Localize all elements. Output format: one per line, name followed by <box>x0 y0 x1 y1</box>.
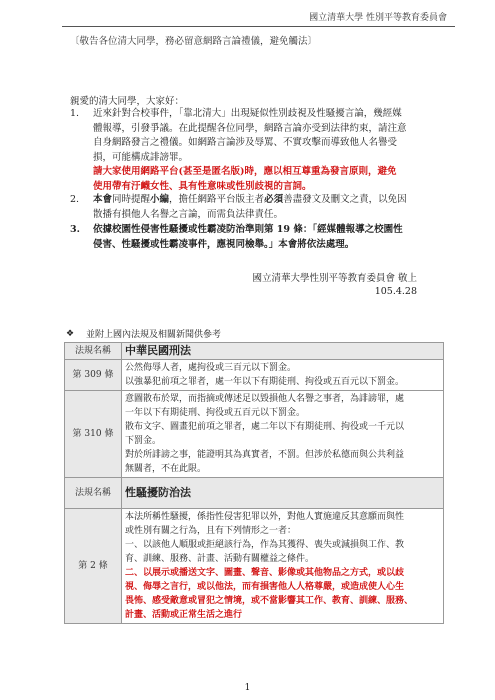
article-line: 下罰金。 <box>125 436 162 446</box>
item-2-emphasis: 小編 <box>150 194 170 205</box>
item-number: 3. <box>70 224 80 235</box>
page-number: 1 <box>244 683 251 693</box>
reference-note <box>66 327 221 340</box>
item-1-line: 體報導，引發爭議。在此提醒各位同學，網路言論亦受到法律約束，請注意 <box>93 122 407 134</box>
article-text <box>122 391 444 478</box>
page-header: 國立清華大學 性別平等教育委員會 <box>309 13 447 23</box>
reference-note-text: 並附上國內法規及相關新聞供參考 <box>86 330 222 340</box>
article-line: 本法所稱性騷擾，係指性侵害犯罪以外，對他人實施違反其意願而與性 <box>125 512 405 522</box>
signature-date: 105.4.28 <box>374 286 417 297</box>
article-line: 無關者，不在此限。 <box>125 464 207 474</box>
article-line: 公然侮辱人者，處拘役或三百元以下罰金。 <box>125 363 297 373</box>
table-row <box>65 343 444 360</box>
law-title: 中華民國刑法 <box>122 343 444 360</box>
item-2-emphasis: 必須 <box>264 194 284 205</box>
notice-item-1 <box>70 107 450 194</box>
item-2-text: 善盡發文及刪文之責，以免因 <box>283 194 407 205</box>
subject-line: 〔敬告各位清大同學，務必留意網路言論禮儀，避免觸法〕 <box>70 36 318 47</box>
signature-org: 國立清華大學性別平等教育委員會 敬上 <box>252 273 417 284</box>
article-line: 一、以該他人順服或拒絕該行為，作為其獲得、喪失或減損與工作、教 <box>125 540 405 550</box>
table-row <box>65 391 444 478</box>
diamond-bullet-icon: ❖ <box>66 328 75 339</box>
salutation: 親愛的清大同學，大家好： <box>70 96 185 107</box>
item-1-warning-line: 請大家使用網路平台(甚至是匿名版)時，應以相互尊重為發言原則，避免 <box>93 166 397 177</box>
item-2-line: 散播有損他人名譽之言論，而需負法律責任。 <box>93 208 284 220</box>
item-3-line: 依據校園性侵害性騷擾或性霸凌防治準則第 19 條：「經媒體報導之校園性 <box>93 224 403 235</box>
article-warning-line: 視、侮辱之言行，或以他法，而有損害他人人格尊嚴，或造成使人心生 <box>125 582 405 592</box>
article-label: 第 309 條 <box>65 360 122 391</box>
item-2-subject: 本會 <box>93 194 113 205</box>
article-label: 第 310 條 <box>65 391 122 478</box>
notice-item-2 <box>70 193 450 222</box>
item-3-line: 侵害、性騷擾或性霸凌事件，應視同檢舉。」本會將依法處理。 <box>93 238 355 250</box>
notice-item-3 <box>70 223 450 252</box>
article-line: 意圖散布於眾，而指摘或傳述足以毀損他人名譽之事者，為誹謗罪，處 <box>125 394 405 404</box>
item-number: 2. <box>70 194 80 205</box>
table-row <box>65 509 444 624</box>
law-table <box>64 342 444 624</box>
article-warning-line: 二、以展示或播送文字、圖畫、聲音、影像或其他物品之方式，或以歧 <box>125 568 405 578</box>
item-2-text: 同時提醒 <box>112 194 151 205</box>
article-line: 對於所誹謗之事，能證明其為真實者，不罰。但涉於私德而與公共利益 <box>125 450 405 460</box>
article-label: 第 2 條 <box>65 509 122 624</box>
item-1-line: 自身網路發言之禮儀。如網路言論涉及辱罵、不實攻擊而導致他人名譽受 <box>93 137 398 148</box>
article-text <box>122 509 444 624</box>
header-divider <box>62 26 455 27</box>
article-text <box>122 360 444 391</box>
article-line: 以強暴犯前項之罪者，處一年以下有期徒刑、拘役或五百元以下罰金。 <box>125 377 405 387</box>
item-1-line: 損，可能構成誹謗罪。 <box>93 151 189 163</box>
article-warning-line: 計畫、活動或正常生活之進行 <box>125 610 243 620</box>
table-row <box>65 478 444 509</box>
law-title: 性騷擾防治法 <box>122 478 444 509</box>
article-line: 散布文字、圖畫犯前項之罪者，處二年以下有期徒刑、拘役或一千元以 <box>125 422 405 432</box>
item-2-text: ，擔任網路平台版主者 <box>169 194 265 205</box>
item-1-warning-line: 使用帶有汙衊女性、具有性意味或性別歧視的言詞。 <box>93 180 312 192</box>
article-line: 或性別有關之行為，且有下列情形之一者： <box>125 526 297 536</box>
item-1-line: 近來針對合校事件，「靠北清大」出現疑似性別歧視及性騷擾言論，幾經媒 <box>93 108 402 119</box>
law-name-label: 法規名稱 <box>65 478 122 509</box>
article-line: 育、訓練、服務、計畫、活動有關權益之條件。 <box>125 554 315 564</box>
item-number: 1. <box>70 108 80 119</box>
article-line: 一年以下有期徒刑、拘役或五百元以下罰金。 <box>125 408 306 418</box>
law-name-label: 法規名稱 <box>65 343 122 360</box>
article-warning-line: 畏怖、感受敵意或冒犯之情境，或不當影響其工作、教育、訓練、服務、 <box>125 596 414 606</box>
table-row <box>65 360 444 391</box>
